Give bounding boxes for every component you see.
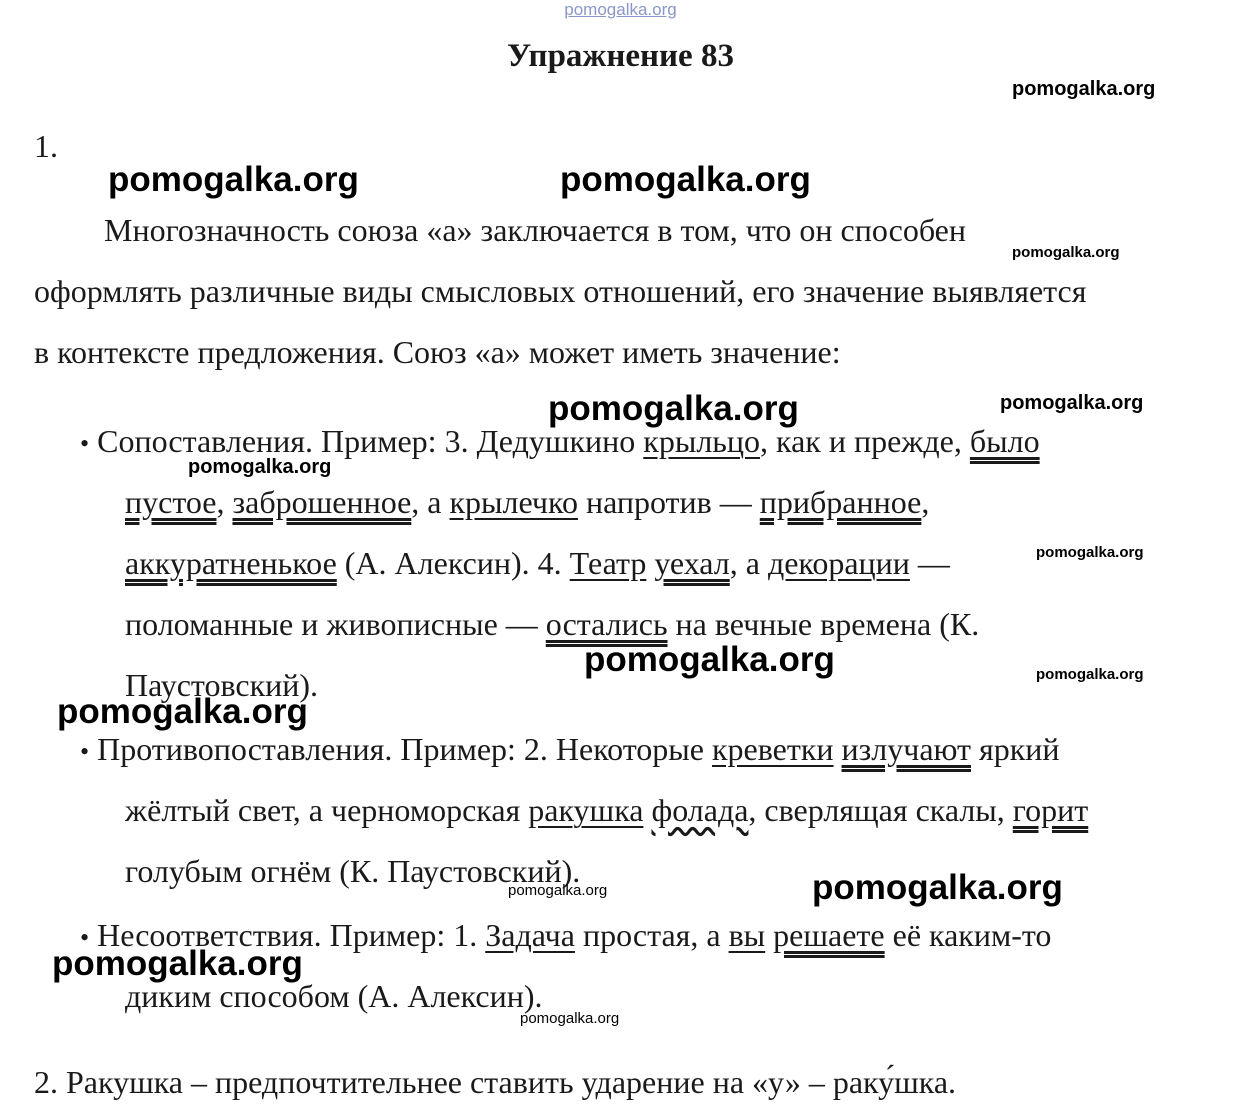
text-run: , а <box>729 545 768 581</box>
paragraph-line: в контексте предложения. Союз «а» может иметь значение: <box>34 334 841 370</box>
section-number-1: 1. <box>34 128 58 164</box>
paragraph-line: Многозначность союза «а» заключается в том, что он способен <box>104 212 966 248</box>
text-run: яркий <box>971 731 1060 767</box>
text-run: её каким-то <box>884 917 1052 953</box>
bullet-item-contrast <box>80 729 1060 772</box>
subject-word: крылечко <box>449 484 578 520</box>
watermark-text: pomogalka.org <box>520 1010 620 1027</box>
watermark-text: pomogalka.org <box>108 160 359 199</box>
subject-word: декорации <box>767 545 910 581</box>
watermark-text: pomogalka.org <box>52 944 303 983</box>
predicate-word: аккуратненькое <box>125 545 337 581</box>
text-run: (А. Алексин). 4. <box>336 545 570 581</box>
text-run <box>834 731 842 767</box>
section-2-text: 2. Ракушка – предпочтительнее ставить ударение на «у» – раку́шка. <box>34 1064 957 1100</box>
text-run: Сопоставления. Пример: 3. Дедушкино <box>97 423 644 459</box>
text-run: — <box>909 545 950 581</box>
text-run: Противопоставления. Пример: 2. Некоторые <box>97 731 712 767</box>
text-run <box>765 917 773 953</box>
watermark-text: pomogalka.org <box>1012 78 1156 100</box>
text-run: , а <box>411 484 450 520</box>
bullet-line <box>125 543 950 583</box>
predicate-word: заброшенное <box>232 484 412 520</box>
bullet-line <box>125 604 979 644</box>
text-run: , как и прежде, <box>760 423 970 459</box>
watermark-text: pomogalka.org <box>188 456 332 478</box>
watermark-text: pomogalka.org <box>560 160 811 199</box>
watermark-text: pomogalka.org <box>812 868 1063 907</box>
watermark-text: pomogalka.org <box>1000 392 1144 414</box>
bullet-line <box>125 790 1088 830</box>
watermark-text: pomogalka.org <box>508 882 608 899</box>
predicate-word: прибранное <box>759 484 922 520</box>
subject-word: ракушка <box>528 792 644 828</box>
watermark-text: pomogalka.org <box>548 389 799 428</box>
predicate-word: излучают <box>841 731 972 767</box>
text-run: , <box>216 484 233 520</box>
predicate-word: было <box>969 423 1040 459</box>
text-run: жёлтый свет, а черноморская <box>125 792 529 828</box>
bullet-line: голубым огнём (К. Паустовский). <box>125 853 581 889</box>
bullet-marker: • <box>80 923 90 952</box>
text-run: , <box>921 484 930 520</box>
subject-word: Задача <box>485 917 575 953</box>
text-run: Несоответствия. Пример: 1. <box>97 917 486 953</box>
bullet-line: диким способом (А. Алексин). <box>125 978 543 1014</box>
predicate-word: горит <box>1012 792 1089 828</box>
bullet-marker: • <box>80 737 90 766</box>
text-run: на вечные времена (К. <box>667 606 980 642</box>
watermark-top[interactable]: pomogalka.org <box>564 0 677 19</box>
bullet-marker: • <box>80 429 90 458</box>
watermark-text: pomogalka.org <box>1036 544 1144 561</box>
predicate-word: решаете <box>773 917 885 953</box>
page-title: Упражнение 83 <box>507 38 734 74</box>
watermark-text: pomogalka.org <box>1012 244 1120 261</box>
paragraph-line: оформлять различные виды смысловых отношений, его значение выявляется <box>34 273 1087 309</box>
watermark-text: pomogalka.org <box>1036 666 1144 683</box>
subject-word: креветки <box>711 731 834 767</box>
text-run: поломанные и живописные — <box>125 606 546 642</box>
bullet-line <box>125 482 929 522</box>
text-run: напротив — <box>577 484 760 520</box>
text-run: , сверлящая скалы, <box>748 792 1013 828</box>
subject-word: крыльцо <box>643 423 761 459</box>
subject-word: Театр <box>569 545 647 581</box>
predicate-word: уехал <box>654 545 730 581</box>
text-run: простая, а <box>574 917 729 953</box>
subject-word: вы <box>728 917 766 953</box>
apposition-word: фолада <box>651 792 749 828</box>
predicate-word: пустое <box>125 484 217 520</box>
watermark-text: pomogalka.org <box>584 640 835 679</box>
predicate-word: остались <box>545 606 668 642</box>
bullet-line: Паустовский). <box>125 667 319 703</box>
watermark-text: pomogalka.org <box>57 692 308 731</box>
